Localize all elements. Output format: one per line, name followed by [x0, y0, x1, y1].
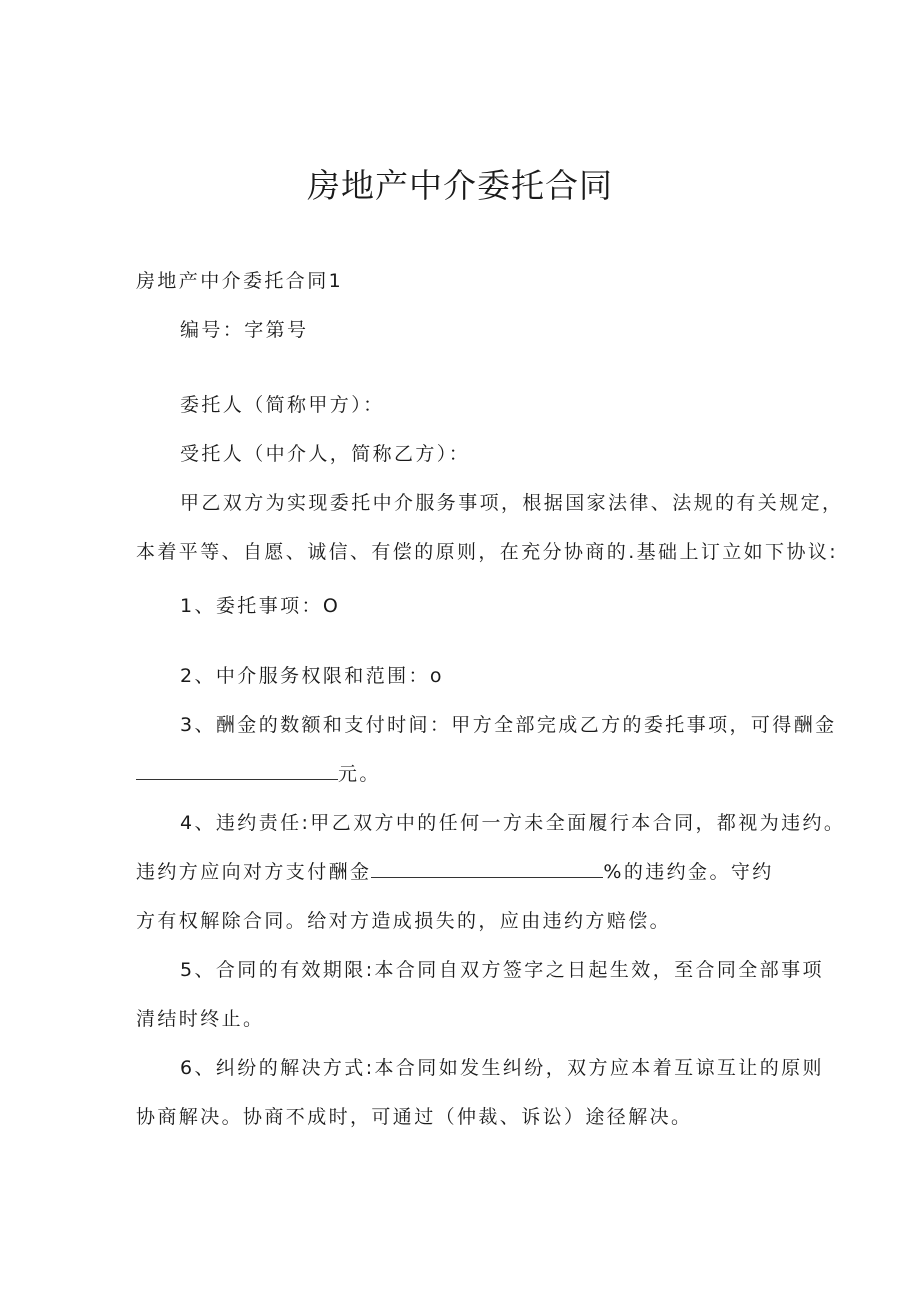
clause-6-line-2: 协商解决。协商不成时，可通过（仲裁、诉讼）途径解决。 [136, 1106, 693, 1128]
document-subtitle: 房地产中介委托合同1 [136, 270, 344, 292]
clause-4-line-2-prefix: 违约方应向对方支付酬金 [136, 861, 372, 883]
clause-6-line-1: 6、纠纷的解决方式:本合同如发生纠纷，双方应本着互谅互让的原则 [180, 1057, 824, 1079]
clause-4-line-1: 4、违约责任:甲乙双方中的任何一方未全面履行本合同，都视为违约。 [180, 812, 846, 834]
clause-4-line-3: 方有权解除合同。给对方造成损失的，应由违约方赔偿。 [136, 910, 672, 932]
clause-5-line-1: 5、合同的有效期限:本合同自双方签字之日起生效，至合同全部事项 [180, 959, 824, 981]
clause-3-line-2 [136, 759, 381, 786]
clause-5-line-2: 清结时终止。 [136, 1008, 265, 1030]
clause-2: 2、中介服务权限和范围：o [180, 665, 444, 687]
fee-amount-blank [136, 761, 338, 780]
clause-4-line-2 [136, 857, 774, 884]
client-line: 委托人（简称甲方）： [180, 394, 385, 416]
preamble-line-1: 甲乙双方为实现委托中介服务事项，根据国家法律、法规的有关规定， [180, 492, 844, 514]
penalty-percent-blank [371, 859, 603, 878]
document-title: 房地产中介委托合同 [307, 166, 613, 205]
clause-1: 1、委托事项：O [180, 595, 341, 617]
preamble-line-2: 本着平等、自愿、诚信、有偿的原则，在充分协商的.基础上订立如下协议: [136, 541, 839, 563]
clause-3-line-1: 3、酬金的数额和支付时间：甲方全部完成乙方的委托事项，可得酬金 [180, 714, 837, 736]
agent-line: 受托人（中介人，简称乙方）： [180, 443, 471, 465]
clause-4-line-2-suffix: %的违约金。守约 [603, 861, 774, 883]
fee-unit: 元。 [338, 763, 381, 785]
contract-number: 编号：字第号 [180, 319, 309, 341]
